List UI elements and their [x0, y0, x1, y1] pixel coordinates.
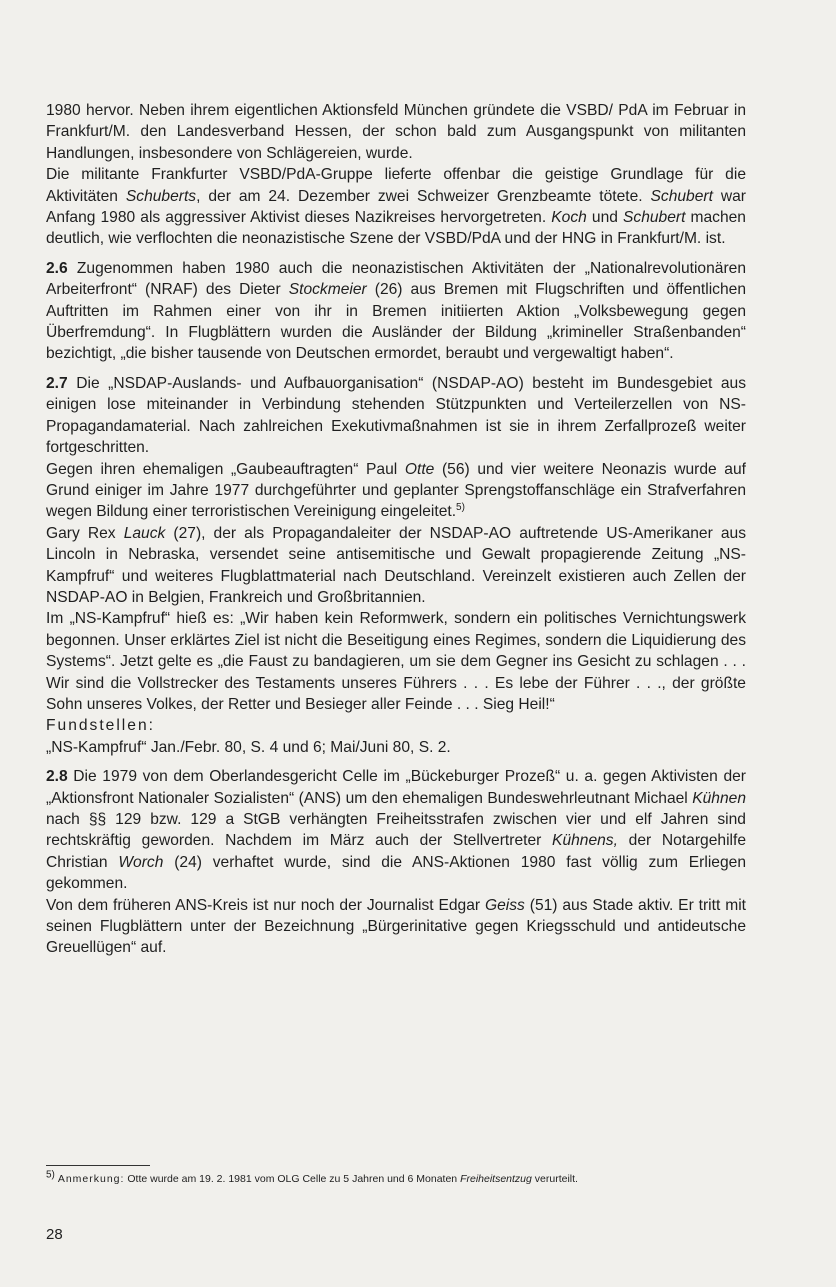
name-italic: Schubert: [623, 209, 686, 227]
sources-label: [46, 715, 746, 736]
name-italic: Kühnen: [692, 789, 746, 807]
footnote: [46, 1169, 746, 1186]
text: Die militante Frankfurter VSBD/PdA-Gruppe lieferte offenbar die geistige Grundlage für die Aktivitäten: [46, 166, 746, 205]
text: Zugenommen haben 1980 auch die neonazistischen Aktivitäten der „Nationalrevolutionären Arbeiterfront“ (NRAF) des Dieter: [46, 259, 746, 299]
paragraph-otte: [46, 459, 746, 523]
text: , der am 24. Dezember zwei Schweizer Grenzbeamte tötete.: [196, 187, 651, 205]
name-italic: Stockmeier: [288, 281, 367, 299]
paragraph-geiss: [46, 895, 746, 959]
sources-text: „NS-Kampfruf“ Jan./Febr. 80, S. 4 und 6; Mai/Juni 80, S. 2.: [46, 738, 451, 756]
text: Die 1979 von dem Oberlandesgericht Celle im „Bückeburger Prozeß“ u. a. gegen Aktivisten der „Aktionsfront Nationaler Sozialisten“ (ANS) um den ehemaligen Bundeswehrleutnant Michael: [46, 768, 746, 807]
page-body: [46, 100, 746, 959]
name-italic: Otte: [404, 460, 435, 478]
name-italic: Lauck: [123, 524, 166, 542]
text: der Notargehilfe Christian: [46, 832, 746, 871]
text: (51) aus Stade aktiv. Er tritt mit seinen Flugblättern unter der Bezeichnung „Bürgerinitative gegen Kriegsschuld und antideutsche Greuellügen“ auf.: [46, 896, 746, 957]
name-italic: Geiss: [484, 896, 525, 914]
name-italic: Kühnens,: [552, 832, 618, 850]
section-number: 2.7: [46, 374, 68, 392]
name-italic: Koch: [551, 209, 587, 227]
section-2-7: [46, 373, 746, 459]
text: und: [586, 209, 623, 227]
paragraph-lauck: [46, 523, 746, 609]
text: Die „NSDAP-Auslands- und Aufbauorganisation“ (NSDAP-AO) besteht im Bundesgebiet aus einigen lose miteinander in Verbindung stehenden Stützpunkten und Verteilerzellen von NS-Propagandamaterial. Nach zahlreichen Exekutivmaßnahmen ist sie in ihrem Zerfallprozeß weiter fortgeschritten.: [46, 374, 746, 457]
text: war Anfang 1980 als aggressiver Aktivist dieses Nazikreises hervorgetreten.: [46, 187, 746, 227]
text: (24) verhaftet wurde, sind die ANS-Aktionen 1980 fast völlig zum Erliegen gekommen.: [46, 853, 746, 893]
paragraph-quote: Im „NS-Kampfruf“ hieß es: „Wir haben kein Reformwerk, sondern ein politisches Vernichtungswerk begonnen. Unser erklärtes Ziel ist nicht die Beseitigung eines Regimes, sondern die Liquidierung des Systems“. Jetzt gelte es „die Faust zu bandagieren, um sie dem Gegner ins Gesicht zu schlagen . . . Wir sind die Vollstrecker des Testaments unseres Führers . . . Es lebe der Führer . . ., der größte Sohn unseres Volkes, der Retter und Besieger aller Feinde . . . Sieg Heil!“: [46, 610, 746, 713]
text: Gary Rex: [46, 524, 124, 542]
footnote-divider: [46, 1165, 150, 1166]
text: nach §§ 129 bzw. 129 a StGB verhängten Freiheitsstrafen zwischen vier und elf Jahren sind rechtskräftig geworden. Nachdem im März auch der Stellvertreter: [46, 811, 746, 850]
text: (26) aus Bremen mit Flugschriften und öffentlichen Auftritten im Rahmen einer von ihr in Bremen initiierten Aktion „Volksbewegung gegen Überfremdung“. In Flugblättern wurden die Ausländer der Bildung „krimineller Straßenbanden“ bezichtigt, „die bisher tausende von Deutschen ermordet, beraubt und vergewaltigt haben“.: [46, 281, 746, 363]
sources-heading: Fundstellen:: [46, 717, 155, 735]
name-italic: Schubert: [650, 187, 713, 205]
text: (56) und vier weitere Neonazis wurde auf Grund einiger im Jahre 1977 durchgeführter und geplanter Sprengstoffanschläge ein Strafverfahren wegen Bildung einer terroristischen Vereinigung eingeleitet.: [46, 460, 746, 521]
paragraph-2: [46, 164, 746, 250]
paragraph-1: 1980 hervor. Neben ihrem eigentlichen Aktionsfeld München gründete die VSBD/ PdA im Februar in Frankfurt/M. den Landesverband Hessen, der schon bald zum Ausgangspunkt von militanten Handlungen, insbesondere von Schlägereien, wurde.: [46, 102, 746, 162]
footnote-italic: Freiheitsentzug: [460, 1173, 532, 1185]
footnote-text-end: verurteilt.: [531, 1173, 578, 1185]
text: Gegen ihren ehemaligen „Gaubeauftragten“ Paul: [46, 460, 405, 478]
footnote-text: Otte wurde am 19. 2. 1981 vom OLG Celle zu 5 Jahren und 6 Monaten: [124, 1173, 461, 1185]
page-number: 28: [46, 1226, 63, 1243]
section-number: 2.6: [46, 259, 68, 277]
name-italic: Schuberts: [125, 187, 197, 205]
footnote-label: Anmerkung:: [57, 1173, 125, 1185]
text: Von dem früheren ANS-Kreis ist nur noch der Journalist Edgar: [46, 896, 485, 914]
footnote-ref: 5): [456, 502, 465, 514]
footnote-marker: 5): [46, 1169, 55, 1181]
text: (27), der als Propagandaleiter der NSDAP-AO auftretende US-Amerikaner aus Lincoln in Nebraska, versendet seine antisemitische und Gewalt propagierende Zeitung „NS-Kampfruf“ und weiteres Flugblattmaterial nach Deutschland. Vereinzelt existieren auch Zellen der NSDAP-AO in Belgien, Frankreich und Großbritannien.: [46, 524, 746, 606]
name-italic: Worch: [118, 853, 164, 871]
text: machen deutlich, wie verflochten die neonazistische Szene der VSBD/PdA und der HNG in Frankfurt/M. ist.: [46, 209, 746, 248]
section-2-6: [46, 258, 746, 365]
section-2-8: [46, 766, 746, 894]
section-number: 2.8: [46, 768, 68, 786]
